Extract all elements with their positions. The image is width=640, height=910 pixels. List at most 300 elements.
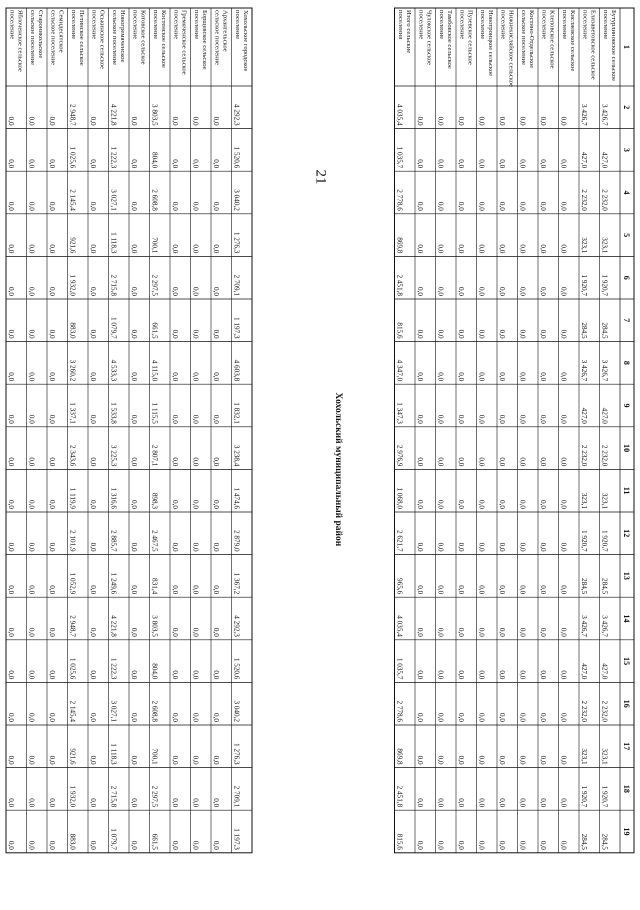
value-cell: 1 932,0 — [68, 785, 77, 808]
value-cell: 0,0 — [559, 840, 568, 850]
value-cell: 0,0 — [518, 287, 527, 296]
value-cell: 0,0 — [498, 414, 506, 424]
settlement-name: Итого сельские — [405, 10, 412, 54]
value-cell: 0,0 — [539, 457, 547, 467]
value-cell: 0,0 — [130, 372, 138, 382]
value-cell: 2 232,0 — [580, 189, 588, 211]
value-cell: 3 260,2 — [68, 359, 77, 382]
column-number-header: 16 — [622, 699, 631, 708]
value-cell: 0,0 — [477, 755, 486, 765]
value-cell: 3 225,3 — [109, 444, 118, 467]
value-cell: 0,0 — [559, 244, 568, 254]
value-cell: 0,0 — [191, 798, 200, 808]
table-row — [212, 10, 229, 850]
table-row — [478, 10, 495, 850]
value-cell: 1 920,7 — [580, 785, 588, 808]
value-cell: 4 221,8 — [109, 615, 118, 637]
value-cell: 0,0 — [457, 585, 465, 595]
value-cell: 3 426,7 — [600, 359, 609, 382]
value-cell: 0,0 — [416, 713, 424, 722]
value-cell: 0,0 — [212, 159, 220, 169]
value-cell: 323,1 — [580, 748, 588, 765]
value-cell: 2 297,5 — [150, 785, 159, 808]
value-cell: 0,0 — [130, 500, 138, 509]
value-cell: 1 347,3 — [395, 402, 404, 424]
value-cell: 0,0 — [539, 713, 547, 722]
settlement-name: Бутурлиновское сельское — [610, 10, 617, 82]
settlement-name: поселения — [397, 10, 404, 40]
value-cell: 0,0 — [457, 159, 465, 169]
value-cell: 1 920,7 — [600, 530, 609, 552]
settlement-name: сельское поселение — [49, 10, 57, 66]
value-cell: 0,0 — [539, 329, 547, 339]
table-row — [7, 10, 24, 850]
value-cell: 2 621,7 — [395, 530, 404, 552]
value-cell: 1 119,9 — [68, 487, 77, 509]
value-cell: 0,0 — [457, 840, 465, 850]
value-cell: 0,0 — [48, 500, 56, 509]
value-cell: 0,0 — [518, 457, 527, 467]
value-cell: 0,0 — [518, 670, 527, 680]
value-cell: 0,0 — [171, 542, 179, 552]
value-cell: 1 367,2 — [232, 572, 241, 595]
value-cell: 3 027,1 — [109, 700, 118, 722]
settlement-name: поселение — [70, 10, 77, 40]
value-cell: 0,0 — [7, 585, 15, 595]
value-cell: 0,0 — [48, 542, 56, 552]
value-cell: 0,0 — [27, 798, 36, 808]
value-cell: 0,0 — [539, 244, 547, 254]
settlement-name: Костенское сельское — [160, 10, 167, 68]
settlement-name: Новогремяченское — [119, 10, 126, 63]
value-cell: 284,5 — [600, 578, 609, 595]
value-cell: 1 920,7 — [600, 274, 609, 296]
value-cell: 284,5 — [580, 578, 588, 595]
value-cell: 0,0 — [436, 840, 445, 850]
value-cell: 921,6 — [68, 237, 77, 254]
value-cell: 0,0 — [416, 500, 424, 509]
value-cell: 0,0 — [518, 840, 527, 850]
settlement-name: Архангельское — [221, 10, 229, 52]
value-cell: 2 778,6 — [395, 700, 404, 722]
value-cell: 0,0 — [457, 372, 465, 382]
value-cell: 0,0 — [89, 201, 97, 211]
value-cell: 0,0 — [89, 116, 97, 126]
value-cell: 0,0 — [89, 542, 97, 552]
value-cell: 2 451,8 — [395, 274, 404, 296]
value-cell: 0,0 — [416, 798, 424, 808]
value-cell: 0,0 — [436, 372, 445, 382]
value-cell: 898,3 — [150, 492, 159, 509]
value-cell: 0,0 — [457, 116, 465, 126]
value-cell: 0,0 — [457, 670, 465, 680]
value-cell: 0,0 — [559, 798, 568, 808]
settlement-name: Чулокское сельское — [425, 10, 433, 65]
value-cell: 0,0 — [436, 755, 445, 765]
value-cell: 0,0 — [416, 159, 424, 169]
value-cell: 0,0 — [518, 798, 527, 808]
table-row — [601, 10, 618, 850]
settlement-name: Нижнекисляйское сельское — [507, 10, 515, 87]
value-cell: 0,0 — [130, 244, 138, 254]
value-cell: 0,0 — [559, 201, 568, 211]
value-cell: 0,0 — [539, 159, 547, 169]
value-cell: 0,0 — [457, 329, 465, 339]
value-cell: 0,0 — [457, 244, 465, 254]
value-cell: 2 297,5 — [150, 274, 159, 296]
column-number-header: 9 — [622, 403, 631, 408]
value-cell: 0,0 — [436, 670, 445, 680]
value-cell: 2 948,7 — [68, 615, 77, 637]
value-cell: 0,0 — [539, 627, 547, 637]
value-cell: 0,0 — [27, 500, 36, 509]
value-cell: 0,0 — [416, 755, 424, 765]
value-cell: 0,0 — [89, 755, 97, 765]
value-cell: 0,0 — [191, 159, 200, 169]
value-cell: 0,0 — [416, 287, 424, 296]
value-cell: 0,0 — [27, 159, 36, 169]
value-cell: 0,0 — [130, 798, 138, 808]
value-cell: 0,0 — [130, 627, 138, 637]
value-cell: 0,0 — [498, 542, 506, 552]
value-cell: 0,0 — [212, 713, 220, 722]
value-cell: 0,0 — [191, 542, 200, 552]
settlement-name: поселение — [417, 10, 425, 40]
value-cell: 323,1 — [600, 748, 609, 765]
column-number-header: 8 — [622, 360, 631, 365]
value-cell: 0,0 — [518, 713, 527, 722]
value-cell: 323,1 — [580, 237, 588, 254]
value-cell: 1 932,0 — [68, 274, 77, 296]
value-cell: 0,0 — [477, 287, 486, 296]
value-cell: 0,0 — [171, 201, 179, 211]
value-cell: 0,0 — [477, 500, 486, 509]
value-cell: 0,0 — [518, 542, 527, 552]
value-cell: 0,0 — [539, 542, 547, 552]
settlement-name: сельское поселение — [520, 10, 527, 66]
value-cell: 0,0 — [457, 500, 465, 509]
value-cell: 0,0 — [191, 116, 200, 126]
value-cell: 0,0 — [130, 201, 138, 211]
value-cell: 0,0 — [212, 500, 220, 509]
value-cell: 0,0 — [130, 414, 138, 424]
value-cell: 0,0 — [559, 627, 568, 637]
value-cell: 0,0 — [191, 287, 200, 296]
value-cell: 0,0 — [212, 840, 220, 850]
value-cell: 0,0 — [436, 585, 445, 595]
value-cell: 3 426,7 — [600, 104, 609, 126]
value-cell: 3 803,5 — [150, 615, 159, 637]
value-cell: 0,0 — [27, 329, 36, 339]
value-cell: 0,0 — [171, 414, 179, 424]
value-cell: 0,0 — [89, 159, 97, 169]
value-cell: 2 343,6 — [68, 444, 77, 467]
value-cell: 0,0 — [48, 713, 56, 722]
column-number-header: 6 — [622, 275, 631, 280]
value-cell: 2 948,7 — [68, 104, 77, 126]
value-cell: 323,1 — [600, 237, 609, 254]
table-row — [69, 10, 86, 850]
value-cell: 0,0 — [457, 755, 465, 765]
value-cell: 0,0 — [457, 798, 465, 808]
value-cell: 0,0 — [477, 372, 486, 382]
value-cell: 0,0 — [48, 414, 56, 424]
value-cell: 3 426,7 — [580, 615, 588, 637]
column-number-header: 5 — [622, 233, 631, 238]
value-cell: 2 451,8 — [395, 785, 404, 808]
value-cell: 0,0 — [436, 116, 445, 126]
value-cell: 0,0 — [48, 159, 56, 169]
value-cell: 869,8 — [395, 237, 404, 254]
value-cell: 0,0 — [559, 372, 568, 382]
settlement-name: поселение — [561, 10, 568, 40]
settlement-name: Петинское сельское — [78, 10, 85, 66]
value-cell: 0,0 — [89, 372, 97, 382]
value-cell: 0,0 — [48, 840, 56, 850]
value-cell: 0,0 — [89, 329, 97, 339]
table-row — [580, 10, 597, 850]
value-cell: 0,0 — [7, 159, 15, 169]
value-cell: 3 426,7 — [600, 615, 609, 637]
value-cell: 0,0 — [27, 244, 36, 254]
value-cell: 0,0 — [130, 287, 138, 296]
value-cell: 0,0 — [171, 840, 179, 850]
value-cell: 0,0 — [212, 755, 220, 765]
value-cell: 0,0 — [457, 713, 465, 722]
column-number-header: 10 — [622, 444, 631, 453]
value-cell: 1 052,9 — [68, 572, 77, 595]
table-row — [48, 10, 65, 850]
value-cell: 0,0 — [212, 798, 220, 808]
value-cell: 883,0 — [68, 322, 77, 339]
value-cell: 1 035,7 — [395, 657, 404, 680]
column-number-header: 4 — [622, 190, 631, 195]
value-cell: 4 035,4 — [395, 104, 404, 126]
value-cell: 0,0 — [7, 244, 15, 254]
value-cell: 1 920,7 — [580, 274, 588, 296]
value-cell: 0,0 — [130, 755, 138, 765]
value-cell: 1 316,6 — [109, 487, 118, 509]
value-cell: 0,0 — [7, 542, 15, 552]
value-cell: 0,0 — [48, 755, 56, 765]
value-cell: 284,5 — [580, 322, 588, 339]
value-cell: 4 221,8 — [109, 104, 118, 126]
value-cell: 0,0 — [130, 116, 138, 126]
settlement-name: поселение — [8, 10, 16, 40]
value-cell: 0,0 — [436, 329, 445, 339]
value-cell: 2 101,9 — [68, 530, 77, 552]
value-cell: 427,0 — [600, 152, 609, 169]
table-row — [539, 10, 556, 850]
table-row — [110, 10, 127, 850]
value-cell: 0,0 — [559, 755, 568, 765]
value-cell: 4 115,0 — [150, 359, 159, 382]
value-cell: 427,0 — [580, 663, 588, 680]
value-cell: 0,0 — [191, 840, 200, 850]
value-cell: 0,0 — [539, 116, 547, 126]
value-cell: 427,0 — [580, 152, 588, 169]
value-cell: 1 197,3 — [232, 317, 241, 339]
value-cell: 1 249,6 — [109, 572, 118, 595]
value-cell: 4 533,3 — [109, 359, 118, 382]
column-number-header: 13 — [622, 571, 631, 580]
value-cell: 0,0 — [518, 500, 527, 509]
settlement-name: поселение — [152, 10, 159, 40]
value-cell: 0,0 — [518, 627, 527, 637]
value-cell: 0,0 — [48, 244, 56, 254]
value-cell: 0,0 — [48, 627, 56, 637]
value-cell: 0,0 — [48, 457, 56, 467]
column-number-header: 7 — [622, 318, 631, 323]
value-cell: 0,0 — [436, 159, 445, 169]
value-cell: 0,0 — [416, 116, 424, 126]
value-cell: 0,0 — [171, 798, 179, 808]
value-cell: 0,0 — [171, 670, 179, 680]
value-cell: 0,0 — [539, 840, 547, 850]
value-cell: 2 709,1 — [232, 785, 241, 808]
value-cell: 2 885,7 — [109, 530, 118, 552]
value-cell: 0,0 — [89, 670, 97, 680]
value-cell: 0,0 — [89, 287, 97, 296]
column-number-header: 12 — [622, 529, 631, 538]
settlement-name: Котовское сельское — [139, 10, 147, 65]
value-cell: 0,0 — [416, 670, 424, 680]
value-cell: 0,0 — [27, 457, 36, 467]
column-number-header: 2 — [622, 105, 631, 110]
value-cell: 0,0 — [7, 670, 15, 680]
value-cell: 3 426,7 — [580, 104, 588, 126]
value-cell: 0,0 — [518, 201, 527, 211]
value-cell: 0,0 — [477, 159, 486, 169]
value-cell: 0,0 — [191, 329, 200, 339]
value-cell: 4 292,3 — [232, 104, 241, 126]
value-cell: 0,0 — [89, 585, 97, 595]
value-cell: 0,0 — [27, 116, 36, 126]
value-cell: 0,0 — [130, 542, 138, 552]
table-row — [560, 10, 577, 850]
value-cell: 804,0 — [150, 152, 159, 169]
value-cell: 0,0 — [416, 457, 424, 467]
value-cell: 3 238,4 — [232, 444, 241, 467]
value-cell: 0,0 — [27, 372, 36, 382]
value-cell: 0,0 — [457, 414, 465, 424]
value-cell: 0,0 — [27, 414, 36, 424]
value-cell: 0,0 — [436, 287, 445, 296]
value-cell: 0,0 — [498, 201, 506, 211]
value-cell: 0,0 — [212, 457, 220, 467]
settlement-name: поселение — [540, 10, 548, 40]
value-cell: 0,0 — [191, 585, 200, 595]
settlement-name: Борщевское сельское — [201, 10, 208, 70]
value-cell: 2 608,8 — [150, 700, 159, 722]
value-cell: 0,0 — [89, 627, 97, 637]
value-cell: 0,0 — [191, 755, 200, 765]
value-cell: 0,0 — [48, 585, 56, 595]
value-cell: 0,0 — [212, 287, 220, 296]
value-cell: 1 832,1 — [232, 402, 241, 424]
table-row — [498, 10, 515, 850]
value-cell: 0,0 — [518, 116, 527, 126]
value-cell: 0,0 — [7, 201, 15, 211]
value-cell: 0,0 — [130, 840, 138, 850]
column-number-header: 17 — [622, 742, 631, 751]
value-cell: 0,0 — [559, 670, 568, 680]
value-cell: 0,0 — [477, 414, 486, 424]
settlement-name: сельское поселение — [111, 10, 118, 66]
value-cell: 0,0 — [518, 159, 527, 169]
value-cell: 0,0 — [171, 755, 179, 765]
value-cell: 0,0 — [559, 542, 568, 552]
value-cell: 0,0 — [7, 755, 15, 765]
value-cell: 0,0 — [539, 414, 547, 424]
value-cell: 0,0 — [559, 159, 568, 169]
value-cell: 0,0 — [27, 713, 36, 722]
value-cell: 0,0 — [7, 840, 15, 850]
value-cell: 0,0 — [498, 500, 506, 509]
value-cell: 1 920,7 — [580, 530, 588, 552]
value-cell: 0,0 — [27, 287, 36, 296]
column-number-header: 19 — [622, 827, 631, 836]
value-cell: 0,0 — [539, 585, 547, 595]
value-cell: 0,0 — [48, 329, 56, 339]
table-frame — [395, 8, 635, 853]
value-cell: 0,0 — [416, 627, 424, 637]
value-cell: 0,0 — [89, 414, 97, 424]
value-cell: 0,0 — [89, 457, 97, 467]
value-cell: 0,0 — [7, 287, 15, 296]
value-cell: 0,0 — [27, 670, 36, 680]
value-cell: 965,6 — [395, 578, 404, 595]
section-title: Хохольский муниципальный район — [332, 392, 343, 547]
value-cell: 815,6 — [395, 833, 404, 850]
value-cell: 0,0 — [477, 457, 486, 467]
value-cell: 0,0 — [498, 116, 506, 126]
value-cell: 0,0 — [212, 372, 220, 382]
value-cell: 0,0 — [130, 329, 138, 339]
table-row — [171, 10, 188, 850]
value-cell: 2 232,0 — [580, 700, 588, 722]
value-cell: 883,0 — [68, 833, 77, 850]
value-cell: 700,1 — [150, 237, 159, 254]
value-cell: 0,0 — [7, 414, 15, 424]
value-cell: 0,0 — [89, 798, 97, 808]
value-cell: 0,0 — [130, 585, 138, 595]
value-cell: 0,0 — [436, 713, 445, 722]
value-cell: 0,0 — [212, 585, 220, 595]
value-cell: 0,0 — [436, 627, 445, 637]
settlement-name: Семидесятское — [57, 10, 65, 53]
value-cell: 0,0 — [559, 500, 568, 509]
value-cell: 0,0 — [212, 627, 220, 637]
value-cell: 2 778,6 — [395, 189, 404, 211]
value-cell: 0,0 — [436, 798, 445, 808]
value-cell: 0,0 — [27, 755, 36, 765]
value-cell: 1 920,7 — [600, 785, 609, 808]
value-cell: 0,0 — [498, 287, 506, 296]
value-cell: 0,0 — [477, 542, 486, 552]
value-cell: 0,0 — [518, 755, 527, 765]
value-cell: 0,0 — [191, 500, 200, 509]
settlement-name: поселение — [581, 10, 589, 40]
settlement-name: поселение — [193, 10, 200, 40]
value-cell: 0,0 — [559, 116, 568, 126]
value-cell: 831,4 — [150, 578, 159, 595]
value-cell: 700,1 — [150, 748, 159, 765]
table-row — [437, 10, 454, 850]
value-cell: 0,0 — [416, 244, 424, 254]
table-row — [233, 10, 250, 850]
value-cell: 0,0 — [27, 542, 36, 552]
